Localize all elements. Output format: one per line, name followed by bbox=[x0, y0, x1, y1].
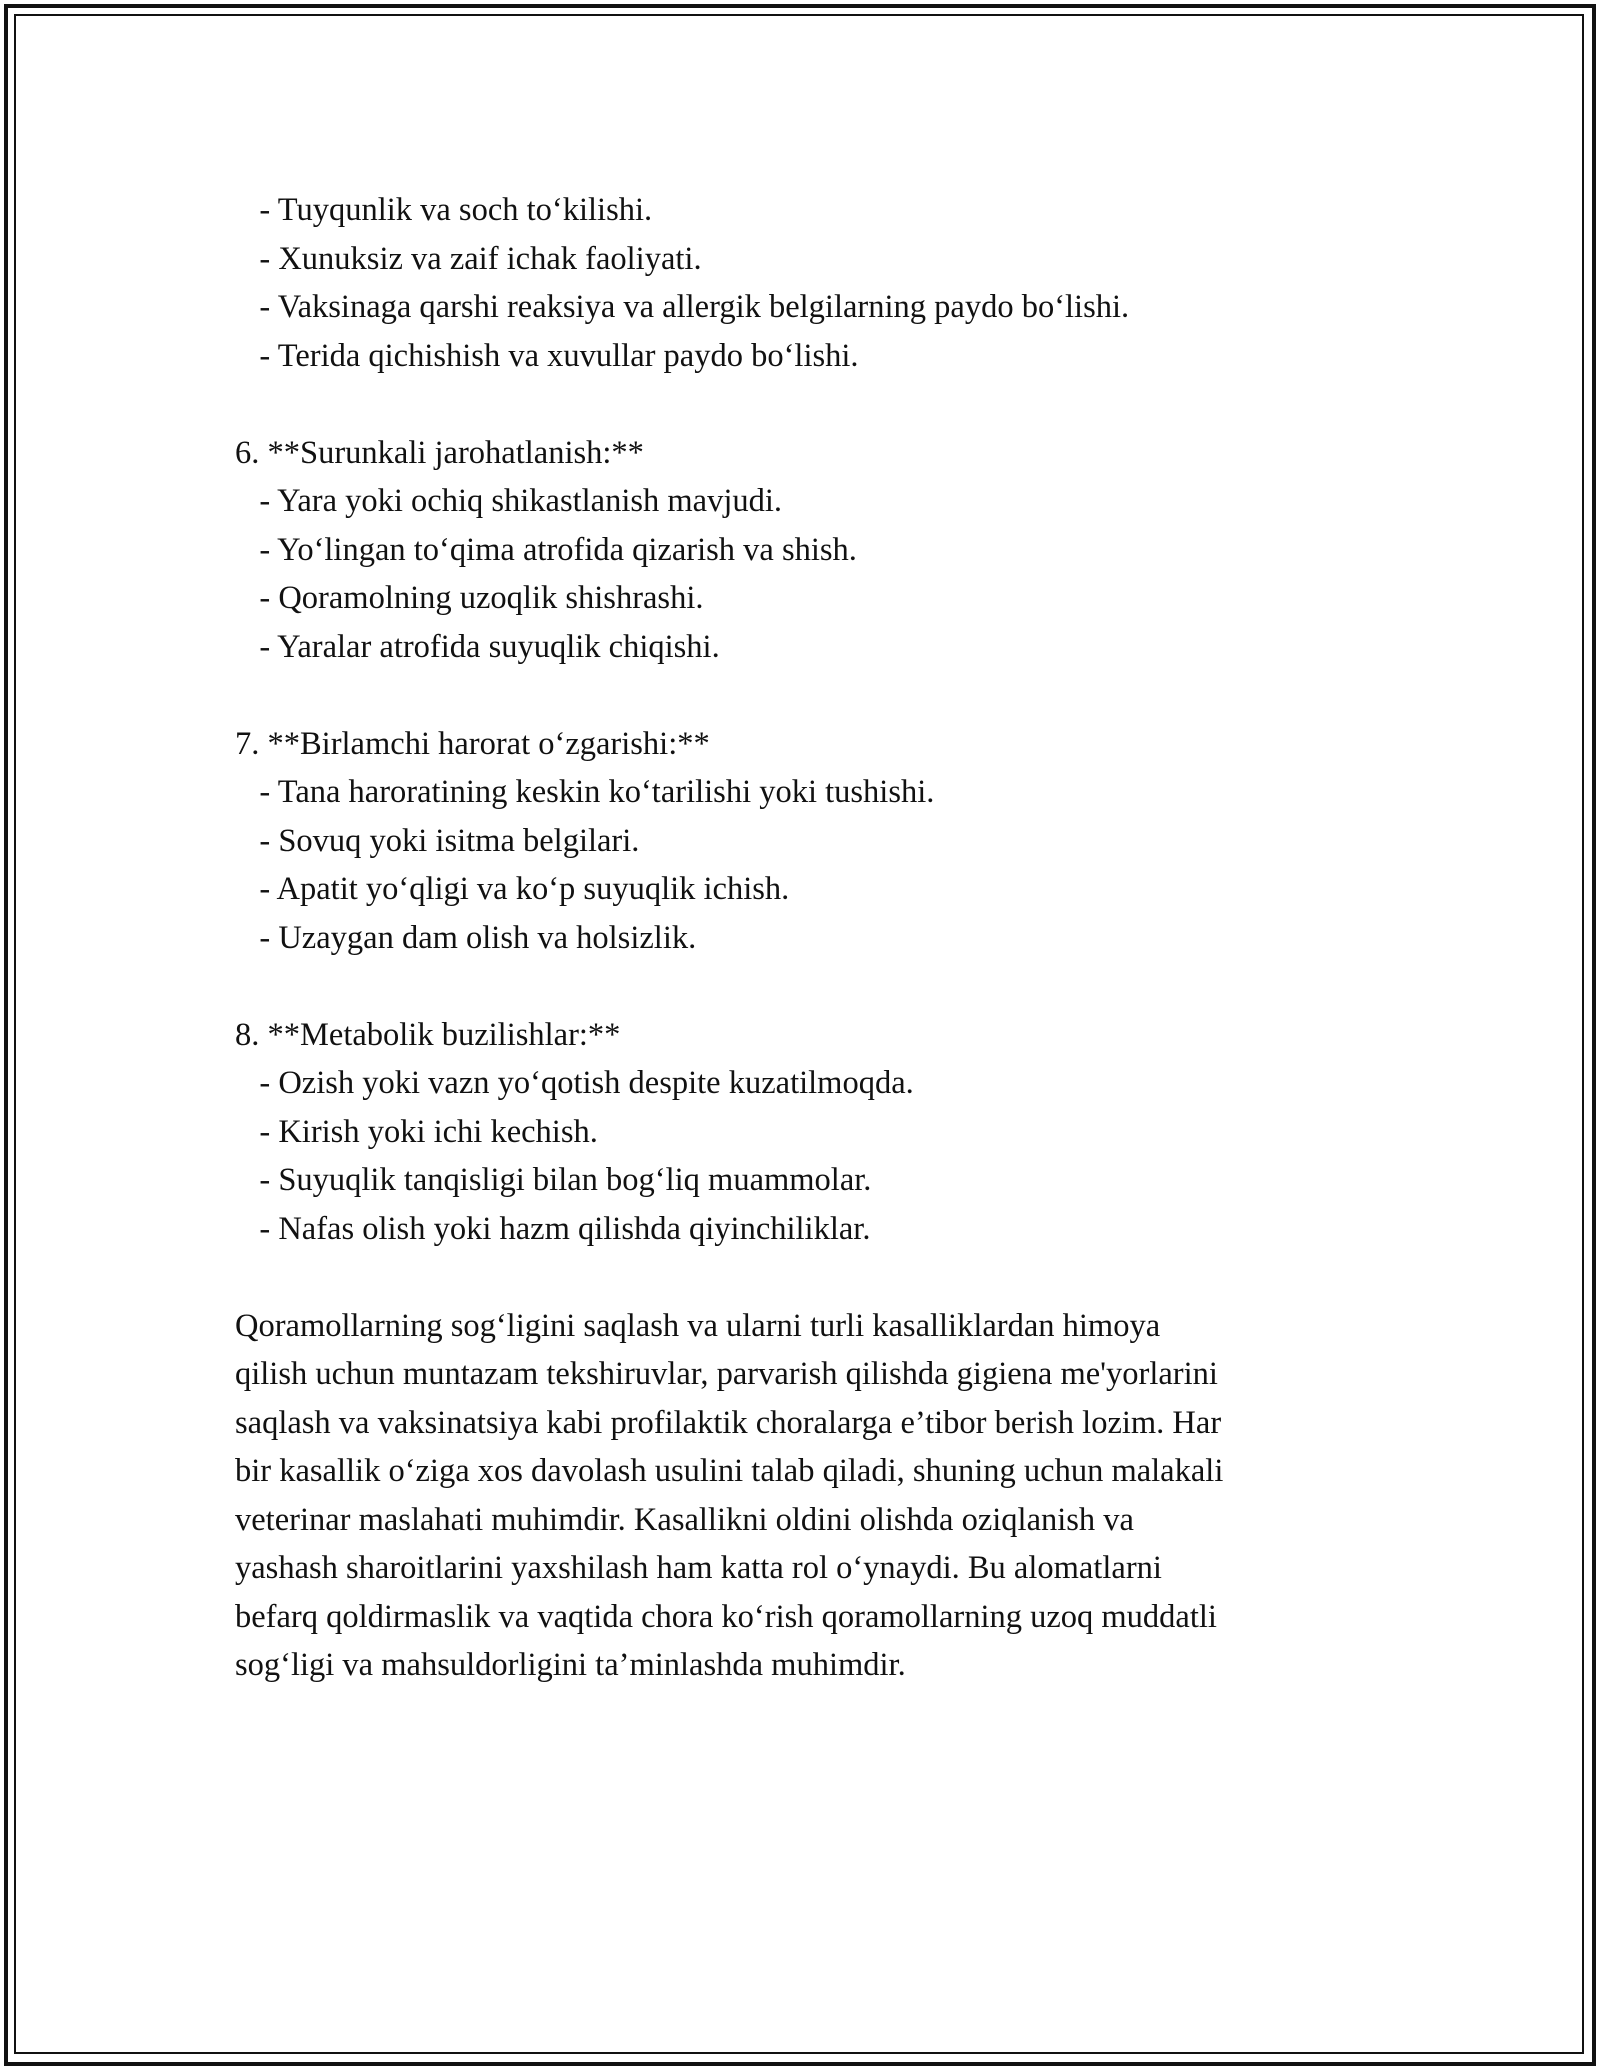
paragraph-line: befarq qoldirmaslik va vaqtida chora ko‘rish qoramollarning uzoq muddatli bbox=[235, 1598, 1217, 1635]
list-item: - Yo‘lingan to‘qima atrofida qizarish va shish. bbox=[235, 531, 857, 568]
section-heading: 7. **Birlamchi harorat o‘zgarishi:** bbox=[235, 725, 710, 762]
spacer bbox=[235, 962, 1375, 1011]
spacer bbox=[235, 671, 1375, 720]
spacer bbox=[235, 380, 1375, 429]
list-item: - Vaksinaga qarshi reaksiya va allergik belgilarning paydo bo‘lishi. bbox=[235, 289, 1130, 325]
section-7 bbox=[235, 720, 1375, 963]
list-item: - Tuyqunlik va soch to‘kilishi. bbox=[235, 192, 653, 228]
paragraph-line: yashash sharoitlarini yaxshilash ham katta rol o‘ynaydi. Bu alomatlarni bbox=[235, 1550, 1162, 1586]
document-body bbox=[235, 186, 1375, 1690]
list-item: - Uzaygan dam olish va holsizlik. bbox=[235, 919, 697, 956]
intro-list bbox=[235, 186, 1375, 380]
list-item: - Yaralar atrofida suyuqlik chiqishi. bbox=[235, 628, 720, 665]
paragraph-line: sog‘ligi va mahsuldorligini ta’minlashda muhimdir. bbox=[235, 1647, 906, 1683]
section-8 bbox=[235, 1011, 1375, 1254]
list-item: - Terida qichishish va xuvullar paydo bo‘lishi. bbox=[235, 337, 859, 374]
list-item: - Nafas olish yoki hazm qilishda qiyinchiliklar. bbox=[235, 1210, 871, 1247]
section-heading: 8. **Metabolik buzilishlar:** bbox=[235, 1016, 621, 1053]
list-item: - Yara yoki ochiq shikastlanish mavjudi. bbox=[235, 483, 783, 519]
list-item: - Ozish yoki vazn yo‘qotish despite kuzatilmoqda. bbox=[235, 1065, 914, 1101]
paragraph-line: bir kasallik o‘ziga xos davolash usulini talab qiladi, shuning uchun malakali bbox=[235, 1453, 1224, 1489]
list-item: - Apatit yo‘qligi va ko‘p suyuqlik ichish. bbox=[235, 871, 790, 907]
list-item: - Suyuqlik tanqisligi bilan bog‘liq muammolar. bbox=[235, 1162, 872, 1198]
paragraph-line: Qoramollarning sog‘ligini saqlash va ularni turli kasalliklardan himoya bbox=[235, 1307, 1161, 1344]
paragraph-line: qilish uchun muntazam tekshiruvlar, parvarish qilishda gigiena me'yorlarini bbox=[235, 1356, 1218, 1392]
paragraph-line: saqlash va vaksinatsiya kabi profilaktik choralarga e’tibor berish lozim. Har bbox=[235, 1404, 1222, 1441]
list-item: - Qoramolning uzoqlik shishrashi. bbox=[235, 580, 704, 616]
list-item: - Sovuq yoki isitma belgilari. bbox=[235, 822, 640, 859]
section-heading: 6. **Surunkali jarohatlanish:** bbox=[235, 434, 644, 471]
list-item: - Kirish yoki ichi kechish. bbox=[235, 1113, 598, 1150]
list-item: - Xunuksiz va zaif ichak faoliyati. bbox=[235, 240, 702, 277]
conclusion-paragraph bbox=[235, 1302, 1375, 1690]
list-item: - Tana haroratining keskin ko‘tarilishi yoki tushishi. bbox=[235, 774, 935, 810]
section-6 bbox=[235, 429, 1375, 672]
paragraph-line: veterinar maslahati muhimdir. Kasallikni oldini olishda oziqlanish va bbox=[235, 1501, 1134, 1538]
